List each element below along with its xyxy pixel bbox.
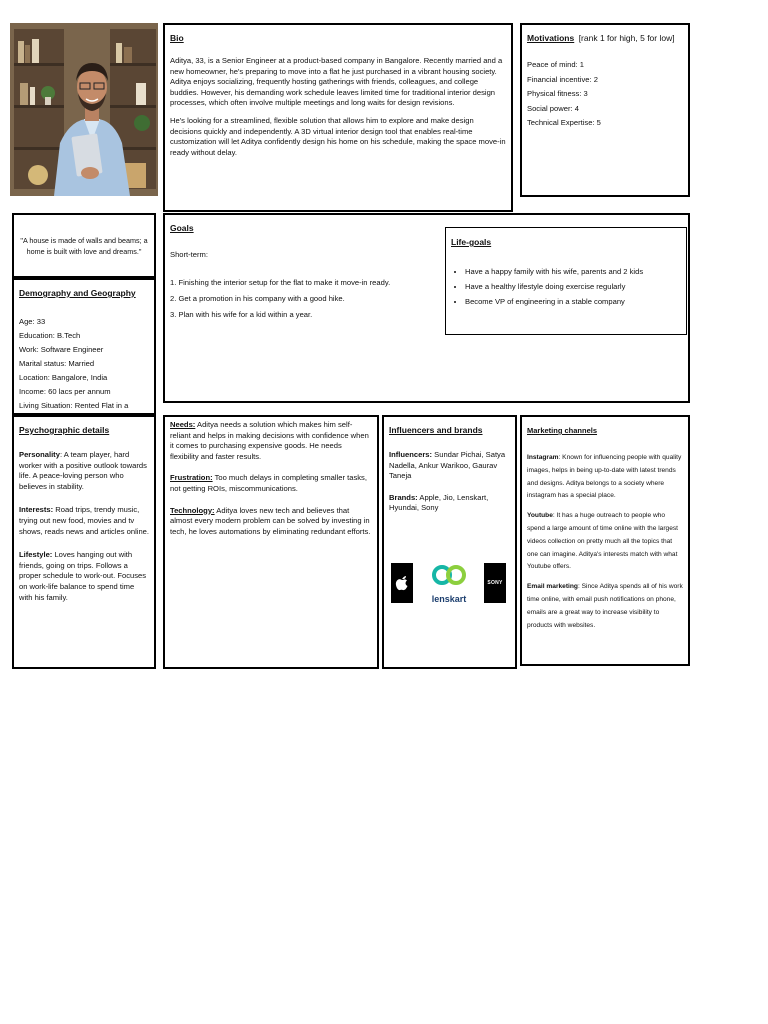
demography-item: Location: Bangalore, India <box>19 373 108 382</box>
demography-item: Education: B.Tech <box>19 331 81 340</box>
marketing-section <box>520 415 690 666</box>
frustration-text: Too much delays in completing smaller tasks, not getting ROIs, miscommunications. <box>170 473 367 493</box>
lifestyle-paragraph <box>19 550 149 603</box>
needs-label: Needs: <box>170 420 196 429</box>
influencers-paragraph <box>389 450 510 482</box>
brands-paragraph <box>389 493 510 514</box>
instagram-text: : Known for influencing people with quality images, helps in being up-to-date with latest trends and designs. Aditya belongs to a society where instagram has a special place. <box>527 454 682 500</box>
youtube-paragraph <box>527 510 683 574</box>
demography-item: Income: 60 lacs per annum <box>19 387 111 396</box>
lenskart-wordmark: lenskart <box>431 594 467 604</box>
interests-text: Road trips, trendy music, trying out new food, movies and tv shows, reads news and articles online. <box>19 505 150 536</box>
personality-paragraph <box>19 450 149 492</box>
needs-section <box>163 415 379 669</box>
demography-item: Work: Software Engineer <box>19 345 104 354</box>
youtube-text: : It has a huge outreach to people who spend a large amount of time online with the largest videos collection on pretty much all the topics that one can imagine. Aditya's interests match with what Youtube offers. <box>527 512 679 571</box>
interests-paragraph <box>19 505 149 537</box>
goal-item: 3. Plan with his wife for a kid within a year. <box>170 309 313 319</box>
brands-label: Brands: <box>389 492 418 502</box>
demography-heading: Demography and Geography <box>19 288 136 298</box>
motivation-item: Financial incentive: 2 <box>527 74 598 84</box>
motivations-heading: Motivations <box>527 33 575 43</box>
marketing-heading: Marketing channels <box>527 426 598 435</box>
bio-section <box>163 23 513 212</box>
lenskart-mark-icon <box>431 563 467 587</box>
personality-text: : A team player, hard worker with a positive outlook towards life. A peace-loving person who believes in stability. <box>19 450 147 491</box>
email-text: : Since Aditya spends all of his work time online, with email push notifications on phone, emails are a great way to increase visibility to products with websites. <box>527 583 683 629</box>
needs-paragraph <box>170 420 372 462</box>
influencers-heading: Influencers and brands <box>389 425 483 435</box>
motivation-item: Technical Expertise: 5 <box>527 118 601 127</box>
instagram-paragraph <box>527 452 683 503</box>
apple-icon <box>395 575 409 591</box>
psychographic-section <box>12 415 156 669</box>
email-label: Email marketing <box>527 583 578 591</box>
bio-paragraph-2: He's looking for a streamlined, flexible solution that allows him to explore and make design decisions quickly and independently. A 3D virtual interior design tool that enables real-time customization will let Aditya confidently design his home on his schedule, making the space move-in ready without delay. <box>170 115 506 157</box>
persona-photo <box>10 23 158 196</box>
life-goal-item: • Become VP of engineering in a stable company <box>465 294 681 309</box>
technology-text: Aditya loves new tech and believes that almost every modern problem can be solved by investing in tech, he loves automations by eliminating redundant efforts. <box>170 505 371 536</box>
goals-section <box>163 213 690 403</box>
goal-item: 1. Finishing the interior setup for the flat to make it move-in ready. <box>170 277 391 287</box>
frustration-paragraph <box>170 473 372 494</box>
motivations-subheading: [rank 1 for high, 5 for low] <box>578 33 675 43</box>
goal-item: 2. Get a promotion in his company with a good hike. <box>170 293 345 303</box>
lenskart-logo <box>429 563 469 605</box>
goals-heading: Goals <box>170 223 194 233</box>
demography-item: Age: 33 <box>19 317 46 326</box>
technology-paragraph <box>170 506 372 538</box>
influencers-section <box>382 415 517 669</box>
quote-box <box>12 213 156 278</box>
sony-wordmark: SONY <box>487 580 503 586</box>
bio-heading: Bio <box>170 33 184 43</box>
email-paragraph <box>527 581 683 632</box>
personality-label: Personality <box>19 450 60 459</box>
technology-label: Technology: <box>170 505 215 515</box>
persona-quote: "A house is made of walls and beams; a home is built with love and dreams." <box>20 235 148 256</box>
influencers-label: Influencers: <box>389 450 433 459</box>
life-goals-heading: Life-goals <box>451 237 492 247</box>
short-term-label: Short-term: <box>170 250 208 259</box>
motivations-header <box>527 28 683 46</box>
bio-paragraph-1: Aditya, 33, is a Senior Engineer at a product-based company in Bangalore. Recently married and a new homeowner, he's preparing to move into a flat he just purchased in a vibrant housing society. Aditya enjoys socializing, frequently hosting gatherings with friends, colleagues, and college buddies. However, his demanding work schedule leaves limited time for traditional interior design processes, which often involve multiple meetings and long waits for design revisions. <box>170 56 503 108</box>
demography-section <box>12 278 156 415</box>
brands-text: Apple, Jio, Lenskart, Hyundai, Sony <box>389 492 489 513</box>
instagram-label: Instagram <box>527 454 559 461</box>
lifestyle-text: Loves hanging out with friends, going on trips. Follows a proper schedule to work-out. Focuses on work-life balance to spend time with his family. <box>19 550 147 602</box>
demography-item: Living Situation: Rented Flat in a <box>19 401 129 410</box>
lifestyle-label: Lifestyle: <box>19 550 53 560</box>
motivation-item: Social power: 4 <box>527 103 579 113</box>
demography-item: Marital status: Married <box>19 359 95 368</box>
motivation-item: Physical fitness: 3 <box>527 89 588 98</box>
frustration-label: Frustration: <box>170 473 213 483</box>
apple-logo <box>391 563 413 603</box>
life-goals-box <box>445 227 687 335</box>
youtube-label: Youtube <box>527 512 553 520</box>
brand-logos <box>384 563 515 608</box>
motivations-section <box>520 23 690 197</box>
persona-illustration <box>10 23 158 196</box>
life-goal-item: • Have a healthy lifestyle doing exercise regularly <box>465 279 681 294</box>
psychographic-heading: Psychographic details <box>19 425 110 435</box>
motivation-item: Peace of mind: 1 <box>527 60 584 69</box>
life-goals-list <box>451 264 681 309</box>
sony-logo <box>484 563 506 603</box>
needs-text: Aditya needs a solution which makes him self-reliant and helps in making decisions with confidence when it comes to purchasing expensive goods. He needs flexibility and faster results. <box>170 420 369 461</box>
influencers-text: Sundar Pichai, Satya Nadella, Ankur Warikoo, Gaurav Taneja <box>389 450 506 481</box>
interests-label: Interests: <box>19 505 54 515</box>
life-goal-item: • Have a happy family with his wife, parents and 2 kids <box>465 264 681 279</box>
